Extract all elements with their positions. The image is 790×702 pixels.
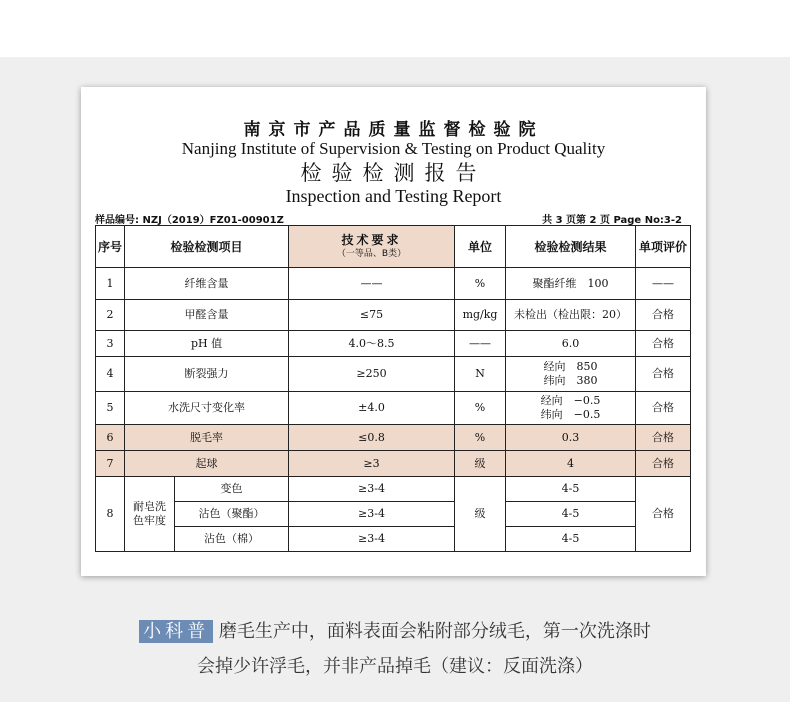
row-item: 断裂强力 xyxy=(125,357,289,392)
row-group-label: 耐皂洗色牢度 xyxy=(133,500,166,527)
row-no: 1 xyxy=(96,268,125,300)
report-title-cn: 检验检测报告 xyxy=(300,161,487,185)
table-row xyxy=(96,502,691,527)
header-item: 检验检测项目 xyxy=(125,226,289,268)
sub-result: 4-5 xyxy=(506,527,636,552)
sub-result: 4-5 xyxy=(506,477,636,502)
sub-item: 变色 xyxy=(175,477,289,502)
header-unit: 单位 xyxy=(455,226,506,268)
row-verdict: 合格 xyxy=(636,300,691,331)
report-title-en: Inspection and Testing Report xyxy=(285,186,502,206)
row-result: 未检出（检出限：20） xyxy=(506,300,636,331)
caption-text-1: 磨毛生产中，面料表面会粘附部分绒毛，第一次洗涤时 xyxy=(218,621,651,642)
row-verdict: 合格 xyxy=(636,425,691,451)
brand-badge: 小科普 xyxy=(139,620,213,643)
row-no: 5 xyxy=(96,392,125,425)
report-sheet xyxy=(81,87,706,576)
row-unit: % xyxy=(455,392,506,425)
row-item: 脱毛率 xyxy=(125,425,289,451)
result-warp: 经向 −0.5 xyxy=(540,394,601,407)
row-unit: N xyxy=(455,357,506,392)
sample-number: 样品编号: NZJ（2019）FZ01-00901Z xyxy=(95,215,284,226)
org-name-cn: 南京市产品质量监督检验院 xyxy=(243,120,544,140)
row-no: 3 xyxy=(96,331,125,357)
row-unit: 级 xyxy=(455,477,506,552)
row-item: 水洗尺寸变化率 xyxy=(125,392,289,425)
row-verdict: 合格 xyxy=(636,331,691,357)
sub-item: 沾色（聚酯） xyxy=(175,502,289,527)
row-no: 6 xyxy=(96,425,125,451)
row-item: 起球 xyxy=(125,451,289,477)
row-result xyxy=(506,392,636,425)
header-requirement xyxy=(289,226,455,268)
row-requirement: ≤0.8 xyxy=(289,425,455,451)
row-verdict: —— xyxy=(636,268,691,300)
org-name-en: Nanjing Institute of Supervision & Testing on Product Quality xyxy=(181,139,606,158)
row-requirement: —— xyxy=(289,268,455,300)
page-info: 共 3 页第 2 页 Page No:3-2 xyxy=(542,215,682,226)
table-row xyxy=(96,357,691,392)
row-result: 4 xyxy=(506,451,636,477)
table-row-highlighted xyxy=(96,451,691,477)
result-warp: 经向 850 xyxy=(543,360,598,373)
header-verdict: 单项评价 xyxy=(636,226,691,268)
header-no: 序号 xyxy=(96,226,125,268)
row-requirement: 4.0～8.5 xyxy=(289,331,455,357)
table-row xyxy=(96,477,691,502)
row-no: 2 xyxy=(96,300,125,331)
row-unit: —— xyxy=(455,331,506,357)
row-requirement: ±4.0 xyxy=(289,392,455,425)
result-weft: 纬向 −0.5 xyxy=(540,408,601,421)
sub-requirement: ≥3-4 xyxy=(289,477,455,502)
row-item: 纤维含量 xyxy=(125,268,289,300)
row-no: 4 xyxy=(96,357,125,392)
sub-item: 沾色（棉） xyxy=(175,527,289,552)
sub-requirement: ≥3-4 xyxy=(289,502,455,527)
row-unit: 级 xyxy=(455,451,506,477)
sub-result: 4-5 xyxy=(506,502,636,527)
row-item: 甲醛含量 xyxy=(125,300,289,331)
header-result: 检验检测结果 xyxy=(506,226,636,268)
row-result: 0.3 xyxy=(506,425,636,451)
row-no: 7 xyxy=(96,451,125,477)
row-result xyxy=(506,357,636,392)
caption-text-2: 会掉少许浮毛，并非产品掉毛（建议：反面洗涤） xyxy=(197,656,593,677)
table-row xyxy=(96,527,691,552)
caption-line-2 xyxy=(0,652,790,678)
table-row xyxy=(96,392,691,425)
table-header-row xyxy=(96,226,691,268)
table-row xyxy=(96,300,691,331)
row-unit: % xyxy=(455,425,506,451)
header-requirement-sub: （一等品、B类） xyxy=(336,248,407,259)
table-row xyxy=(96,268,691,300)
row-verdict: 合格 xyxy=(636,357,691,392)
row-verdict: 合格 xyxy=(636,392,691,425)
row-result: 6.0 xyxy=(506,331,636,357)
table-row xyxy=(96,331,691,357)
row-result: 聚酯纤维 100 xyxy=(506,268,636,300)
row-verdict: 合格 xyxy=(636,477,691,552)
result-weft: 纬向 380 xyxy=(543,374,598,387)
row-unit: mg/kg xyxy=(455,300,506,331)
table-row-highlighted xyxy=(96,425,691,451)
row-requirement: ≥3 xyxy=(289,451,455,477)
row-no: 8 xyxy=(96,477,125,552)
row-requirement: ≥250 xyxy=(289,357,455,392)
row-unit: % xyxy=(455,268,506,300)
sub-requirement: ≥3-4 xyxy=(289,527,455,552)
header-requirement-label: 技术要求 xyxy=(341,232,402,247)
row-item: pH 值 xyxy=(125,331,289,357)
caption-line-1 xyxy=(0,617,790,643)
row-group xyxy=(125,477,175,552)
test-results-table xyxy=(95,225,691,552)
row-requirement: ≤75 xyxy=(289,300,455,331)
row-verdict: 合格 xyxy=(636,451,691,477)
